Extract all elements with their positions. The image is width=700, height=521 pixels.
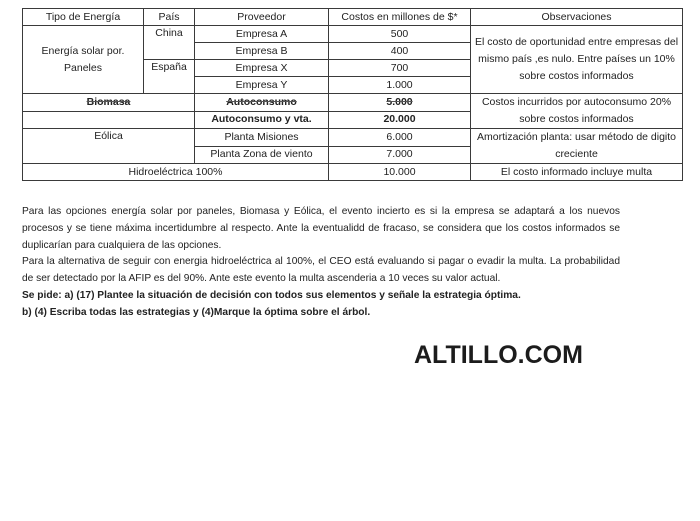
biomasa-observaciones: Costos incurridos por autoconsumo 20% sobre costos informados: [471, 94, 683, 129]
proveedor-empresa-a: Empresa A: [195, 26, 329, 43]
solar-observaciones: El costo de oportunidad entre empresas del mismo país ,es nulo. Entre países un 10% sobre costos informados: [471, 26, 683, 94]
biomasa-empty-cell: [23, 111, 195, 129]
costo-autoconsumo-vta: 20.000: [329, 111, 471, 129]
proveedor-empresa-y: Empresa Y: [195, 77, 329, 94]
costo-empresa-a: 500: [329, 26, 471, 43]
table-row: [23, 94, 683, 112]
proveedor-autoconsumo: Autoconsumo: [195, 94, 329, 112]
table-row: [23, 26, 683, 43]
pais-china: China: [144, 26, 195, 60]
header-tipo: Tipo de Energía: [23, 9, 144, 26]
proveedor-empresa-x: Empresa X: [195, 60, 329, 77]
header-observaciones: Observaciones: [471, 9, 683, 26]
proveedor-planta-misiones: Planta Misiones: [195, 129, 329, 147]
paragraph-uncertainty: Para las opciones energía solar por paneles, Biomasa y Eólica, el evento incierto es si la empresa se adaptará a los nuevos procesos y se tiene máxima incertidumbre al respecto. Ante la eventualidd de fracaso, se considera que los costos informados se duplicarían para cualquiera de las opciones.: [22, 206, 620, 251]
table-header-row: [23, 9, 683, 26]
hidro-observaciones: El costo informado incluye multa: [471, 164, 683, 181]
problem-statement: [22, 204, 620, 322]
costo-planta-misiones: 6.000: [329, 129, 471, 147]
proveedor-empresa-b: Empresa B: [195, 43, 329, 60]
costo-empresa-x: 700: [329, 60, 471, 77]
altillo-logo: ALTILLO.COM: [414, 341, 583, 369]
costo-empresa-y: 1.000: [329, 77, 471, 94]
energy-options-table: [22, 8, 683, 181]
question-b: b) (4) Escriba todas las estrategias y (4)Marque la óptima sobre el árbol.: [22, 306, 371, 318]
header-pais: País: [144, 9, 195, 26]
costo-planta-zona-viento: 7.000: [329, 146, 471, 164]
header-costos: Costos en millones de $*: [329, 9, 471, 26]
costo-autoconsumo: 5.000: [329, 94, 471, 112]
table-row: [23, 129, 683, 147]
eolica-tipo-cell: Eólica: [23, 129, 195, 164]
eolica-observaciones: Amortización planta: usar método de digito creciente: [471, 129, 683, 164]
costo-empresa-b: 400: [329, 43, 471, 60]
proveedor-autoconsumo-vta: Autoconsumo y vta.: [195, 111, 329, 129]
question-a: Se pide: a) (17) Plantee la situación de decisión con todos sus elementos y señale la estrategia óptima.: [22, 289, 521, 301]
biomasa-tipo-cell: Biomasa: [23, 94, 195, 112]
proveedor-planta-zona-viento: Planta Zona de viento: [195, 146, 329, 164]
pais-espana: España: [144, 60, 195, 94]
costo-hidro: 10.000: [329, 164, 471, 181]
hidro-tipo-cell: Hidroeléctrica 100%: [23, 164, 329, 181]
solar-tipo-cell: Energía solar por. Paneles: [23, 26, 144, 94]
table-row: [23, 164, 683, 181]
paragraph-hydro: Para la alternativa de seguir con energia hidroeléctrica al 100%, el CEO está evaluando si pagar o evadir la multa. La probabilidad de ser detectado por la AFIP es del 90%. Ante este evento la multa ascenderia a 10 veces su valor actual.: [22, 256, 620, 285]
header-proveedor: Proveedor: [195, 9, 329, 26]
